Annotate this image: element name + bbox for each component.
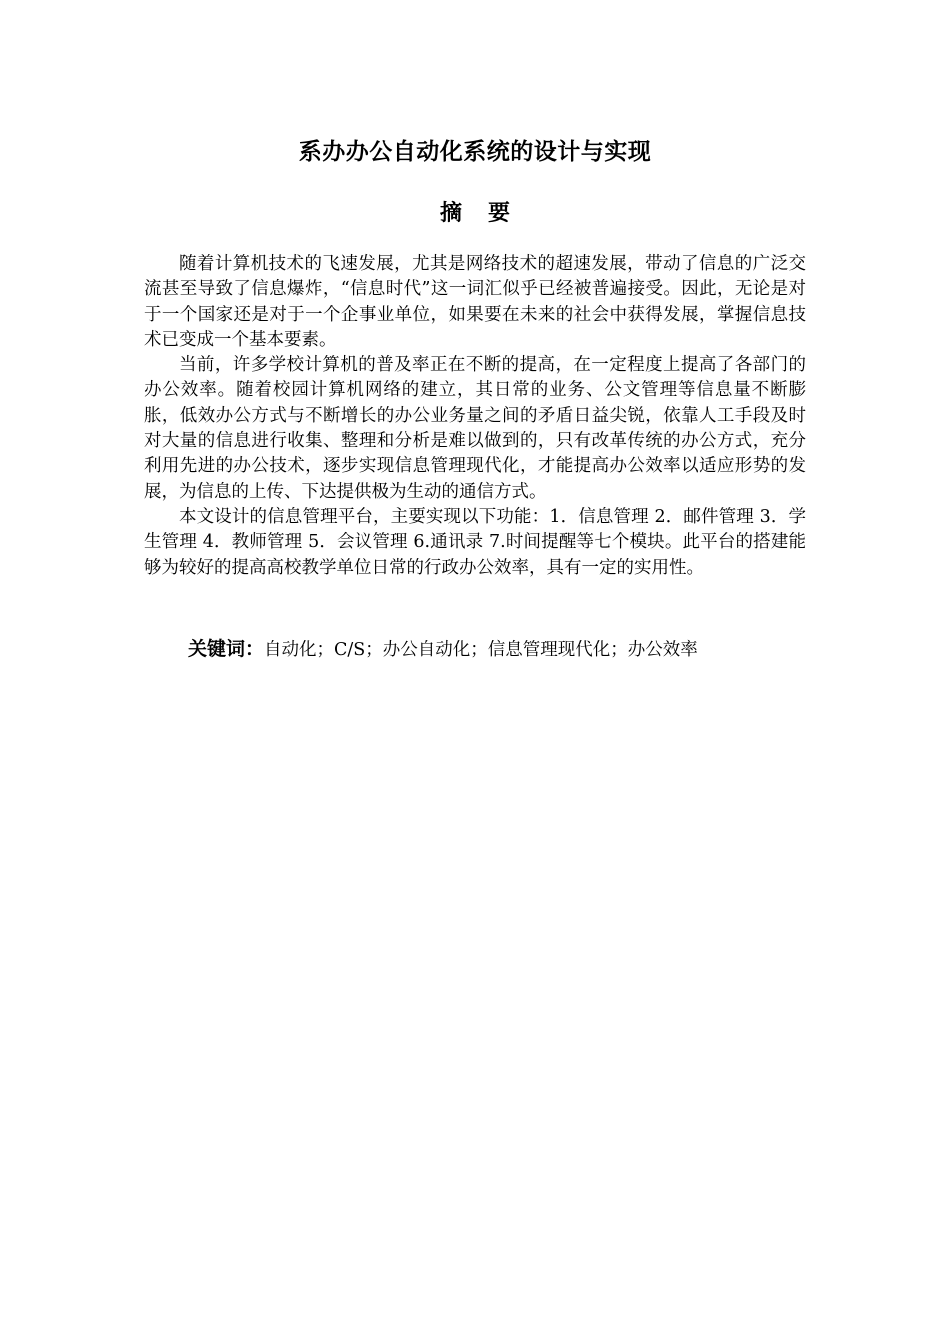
keywords-line [188, 636, 698, 663]
document-title: 系办办公自动化系统的设计与实现 [298, 139, 652, 165]
abstract-paragraph-2: 当前，许多学校计算机的普及率正在不断的提高，在一定程度上提高了各部门的办公效率。随着校园计算机网络的建立，其日常的业务、公文管理等信息量不断膨胀，低效办公方式与不断增长的办公业务量之间的矛盾日益尖锐，依靠人工手段及时对大量的信息进行收集、整理和分析是难以做到的，只有改革传统的办公方式，充分利用先进的办公技术，逐步实现信息管理现代化，才能提高办公效率以适应形势的发展，为信息的上传、下达提供极为生动的通信方式。 [144, 355, 806, 502]
abstract-paragraph-1: 随着计算机技术的飞速发展，尤其是网络技术的超速发展，带动了信息的广泛交流甚至导致了信息爆炸，“信息时代”这一词汇似乎已经被普遍接受。因此，无论是对于一个国家还是对于一个企事业单位，如果要在未来的社会中获得发展，掌握信息技术已变成一个基本要素。 [144, 254, 806, 350]
keywords-label: 关键词： [188, 638, 265, 660]
abstract-heading: 摘要 [439, 201, 536, 226]
abstract-body [144, 252, 806, 581]
abstract-paragraph-3: 本文设计的信息管理平台，主要实现以下功能：1．信息管理 2．邮件管理 3．学生管理 4．教师管理 5．会议管理 6.通讯录 7.时间提醒等七个模块。此平台的搭建能够为较好的提高高校教学单位日常的行政办公效率，具有一定的实用性。 [144, 506, 806, 578]
keywords-value: 自动化；C/S；办公自动化；信息管理现代化；办公效率 [264, 640, 698, 660]
